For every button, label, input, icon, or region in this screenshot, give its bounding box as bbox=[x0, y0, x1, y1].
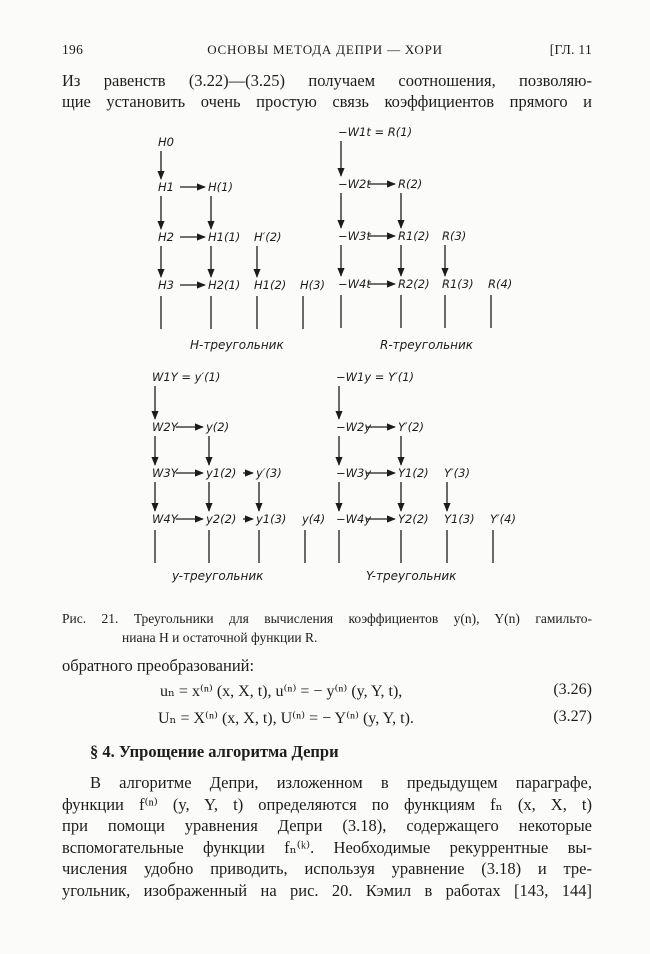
diagram-label: y2(2) bbox=[206, 512, 237, 526]
diagram-label: R(4) bbox=[488, 277, 513, 291]
equation-number: (3.26) bbox=[553, 681, 592, 698]
diagram-label: W2Y bbox=[152, 420, 178, 434]
equation-3-27: Uₙ = X⁽ⁿ⁾ (x, X, t), U⁽ⁿ⁾ = − Y⁽ⁿ⁾ (y, Y, t). bbox=[158, 710, 414, 727]
diagram-label: Y1(3) bbox=[444, 512, 475, 526]
diagram-label: −W3y bbox=[336, 466, 372, 480]
diagram-label: Y2(2) bbox=[398, 512, 429, 526]
triangle-caption: Y-треугольник bbox=[366, 569, 457, 583]
intro-line: щие установить очень простую связь коэффициентов прямого и bbox=[62, 92, 592, 111]
diagram-label: H′(2) bbox=[254, 230, 282, 244]
figure-caption-line: ниана H и остаточной функции R. bbox=[122, 630, 318, 645]
after-figure-text: обратного преобразований: bbox=[62, 656, 255, 675]
diagram-label: y1(2) bbox=[206, 466, 237, 480]
diagram-label: H1(1) bbox=[208, 230, 241, 244]
diagram-label: H0 bbox=[158, 135, 174, 149]
diagram-label: −W1t = R(1) bbox=[338, 125, 413, 139]
diagram-label: H(3) bbox=[300, 278, 325, 292]
equation-3-26: uₙ = x⁽ⁿ⁾ (x, X, t), u⁽ⁿ⁾ = − y⁽ⁿ⁾ (y, Y, t), bbox=[160, 683, 403, 700]
body-line: угольник, изображенный на рис. 20. Кэмил в работах [143, 144] bbox=[62, 880, 592, 900]
figure-caption-line: Рис. 21. Треугольники для вычисления коэффициентов y(n), Y(n) гамильто- bbox=[62, 611, 592, 626]
chapter-marker: [ГЛ. 11 bbox=[549, 42, 592, 57]
body-line: В алгоритме Депри, изложенном в предыдущем параграфе, bbox=[90, 773, 592, 792]
diagram-label: H1(2) bbox=[254, 278, 287, 292]
diagram-label: W1Y = y′(1) bbox=[152, 370, 221, 384]
figure-caption bbox=[62, 609, 592, 647]
diagram-label: H3 bbox=[158, 278, 174, 292]
diagram-label: Y′(2) bbox=[398, 420, 424, 434]
diagram-label: R(3) bbox=[442, 229, 467, 243]
diagram-label: H2 bbox=[158, 230, 174, 244]
diagram-label: −W1y = Y′(1) bbox=[336, 370, 415, 384]
diagram-label: R1(2) bbox=[398, 229, 430, 243]
diagram-label: H2(1) bbox=[208, 278, 241, 292]
body-line: числения удобно приводить, используя уравнение (3.18) и тре- bbox=[62, 859, 592, 878]
diagram-label: R1(3) bbox=[442, 277, 474, 291]
diagram-label: Y1(2) bbox=[398, 466, 429, 480]
diagram-label: R(2) bbox=[398, 177, 423, 191]
page-number: 196 bbox=[62, 42, 84, 57]
equation-number: (3.27) bbox=[553, 708, 592, 725]
triangle-caption: y-треугольник bbox=[172, 569, 264, 583]
diagram-label: W3Y bbox=[152, 466, 178, 480]
triangle-caption: H-треугольник bbox=[190, 338, 284, 352]
body-line: вспомогательные функции fₙ⁽ᵏ⁾. Необходимые рекуррентные вы- bbox=[62, 837, 592, 857]
diagram-label: y1(3) bbox=[256, 512, 287, 526]
diagram-label: H1 bbox=[158, 180, 174, 194]
diagram-label: Y′(4) bbox=[490, 512, 516, 526]
diagram-label: R2(2) bbox=[398, 277, 430, 291]
diagram-label: −W3t bbox=[338, 229, 371, 243]
diagram-label: y(4) bbox=[302, 512, 326, 526]
diagram-label: y(2) bbox=[206, 420, 230, 434]
triangle-caption: R-треугольник bbox=[380, 338, 474, 352]
diagram-label: Y′(3) bbox=[444, 466, 470, 480]
diagram-label: −W2t bbox=[338, 177, 371, 191]
diagram-label: −W4t bbox=[338, 277, 371, 291]
section-heading: § 4. Упрощение алгоритма Депри bbox=[90, 742, 339, 761]
intro-line: Из равенств (3.22)—(3.25) получаем соотношения, позволяю- bbox=[62, 71, 592, 90]
diagram-label: −W4y bbox=[336, 512, 372, 526]
body-paragraph bbox=[62, 772, 592, 901]
running-title: ОСНОВЫ МЕТОДА ДЕПРИ — ХОРИ bbox=[207, 42, 443, 57]
diagram-label: W4Y bbox=[152, 512, 178, 526]
diagram-label: H(1) bbox=[208, 180, 233, 194]
diagram-label: −W2y bbox=[336, 420, 372, 434]
body-line: функции f⁽ⁿ⁾ (y, Y, t) определяются по функциям fₙ (x, X, t) bbox=[62, 794, 592, 814]
diagram-label: y′(3) bbox=[256, 466, 282, 480]
body-line: при помощи уравнения Депри (3.18), содержащего некоторые bbox=[62, 816, 592, 835]
